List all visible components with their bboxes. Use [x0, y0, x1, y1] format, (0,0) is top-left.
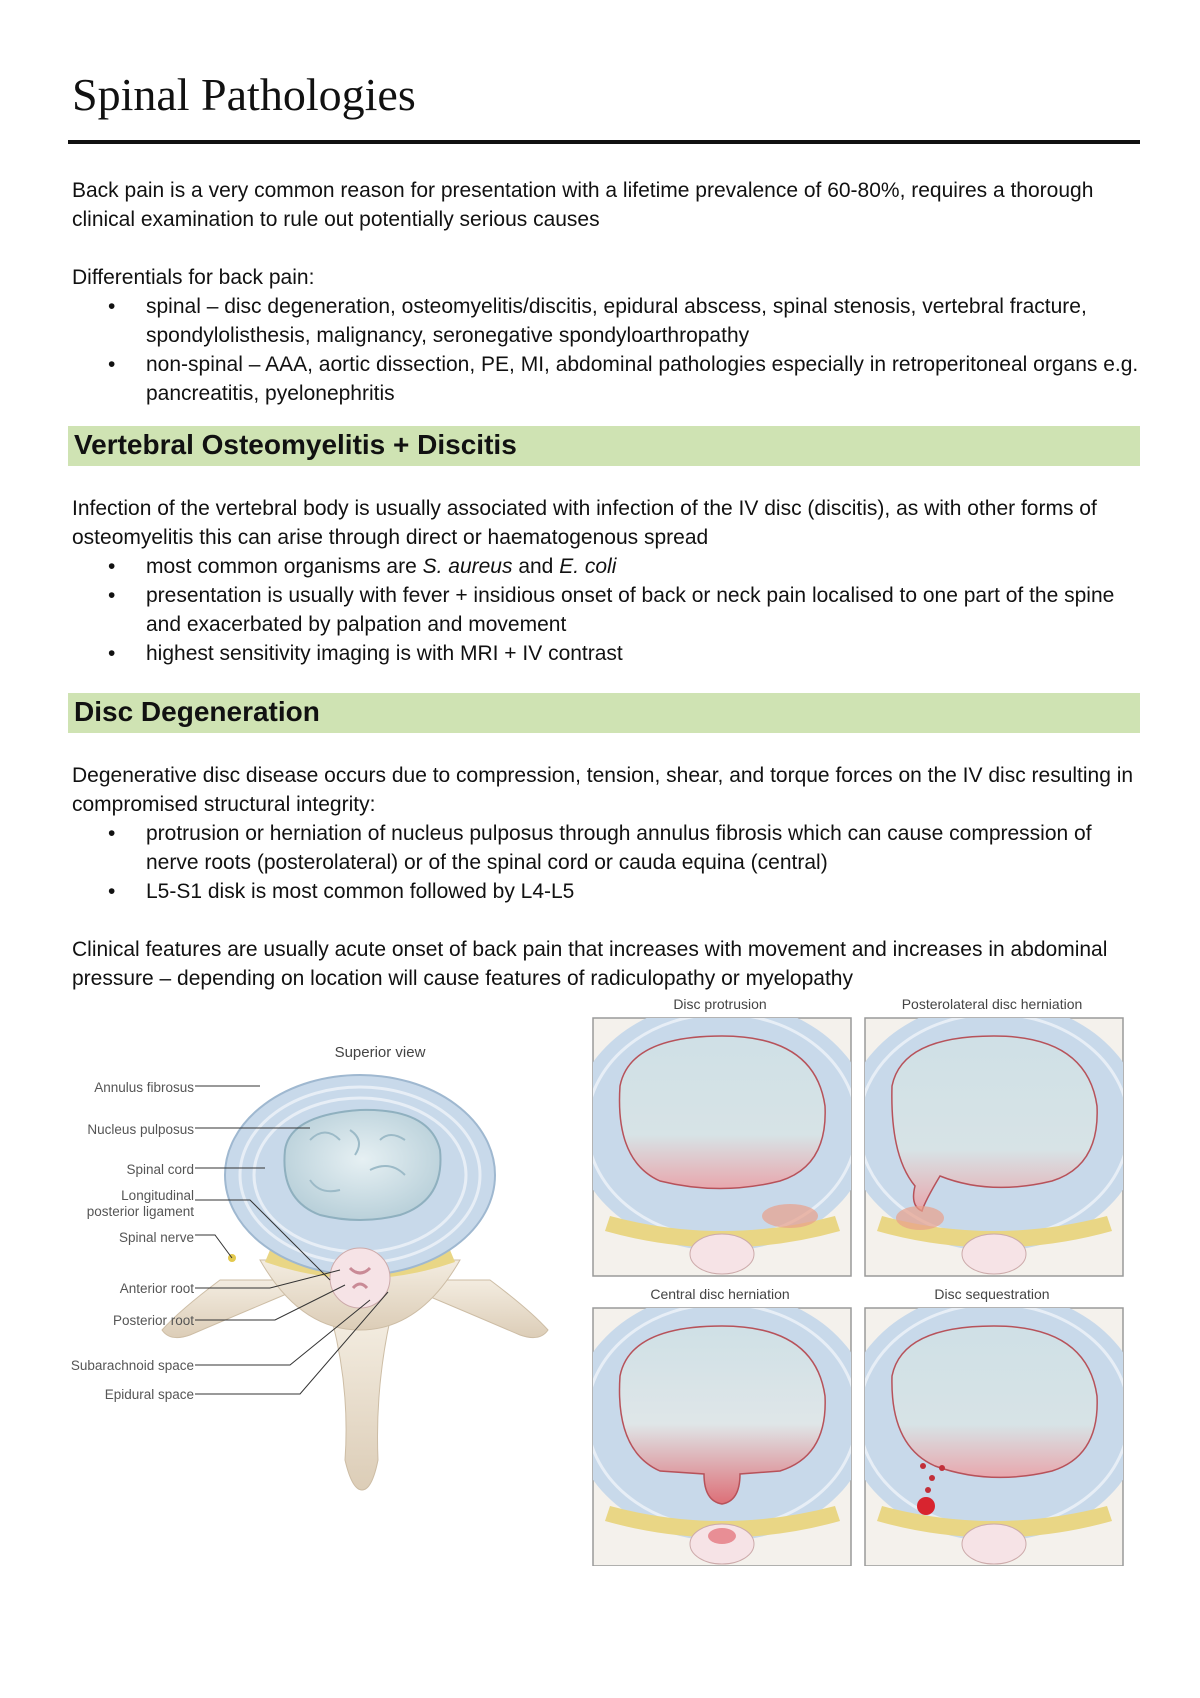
panel-title-central: Central disc herniation	[650, 1286, 790, 1302]
organism-name: S. aureus	[422, 555, 513, 578]
organism-name: E. coli	[559, 555, 617, 578]
label-nucleus-pulposus: Nucleus pulposus	[87, 1122, 194, 1137]
panel-posterolateral	[844, 1001, 1140, 1276]
osteomyelitis-list	[72, 552, 1140, 668]
panel-title-posterolateral: Posterolateral disc herniation	[901, 996, 1083, 1012]
osteomyelitis-block	[72, 494, 1140, 668]
label-epidural-space: Epidural space	[104, 1387, 194, 1402]
panel-protrusion	[590, 1001, 872, 1276]
panel-central	[590, 1291, 872, 1566]
organisms-text: most common organisms are	[146, 555, 423, 578]
list-item: • presentation is usually with fever + insidious onset of back or neck pain localised to one part of the spine and exacerbated by palpation and movement	[72, 581, 1140, 639]
list-item: • protrusion or herniation of nucleus pulposus through annulus fibrosis which can cause compression of nerve roots (posterolateral) or of the spinal cord or cauda equina (central)	[72, 819, 1140, 877]
label-posterior-root: Posterior root	[112, 1313, 194, 1328]
panel-title-protrusion: Disc protrusion	[673, 996, 767, 1012]
osteomyelitis-paragraph: Infection of the vertebral body is usually associated with infection of the IV disc (discitis), as with other forms of osteomyelitis this can arise through direct or haematogenous spread	[72, 497, 1097, 549]
label-subarachnoid-space: Subarachnoid space	[70, 1358, 194, 1373]
section-heading-text: Vertebral Osteomyelitis + Discitis	[74, 429, 517, 460]
section-heading-osteomyelitis	[68, 426, 1140, 466]
section-heading-text: Disc Degeneration	[74, 696, 320, 727]
label-annulus-fibrosus: Annulus fibrosus	[94, 1080, 194, 1095]
superior-view-figure	[70, 1030, 580, 1550]
clinical-features-paragraph: Clinical features are usually acute onset of back pain that increases with movement and increases in abdominal pressure – depending on location will cause features of radiculopathy or myelopathy	[72, 938, 1108, 990]
disc-degeneration-block	[72, 761, 1140, 993]
panel-sequestration	[844, 1291, 1140, 1566]
differentials-list	[72, 292, 1140, 408]
panel-title-sequestration: Disc sequestration	[934, 1286, 1050, 1302]
spinous-process	[332, 1320, 390, 1490]
disc-degeneration-paragraph: Degenerative disc disease occurs due to compression, tension, shear, and torque forces on the IV disc resulting in compromised structural integrity:	[72, 764, 1134, 816]
intro-block	[72, 176, 1140, 408]
label-posterior-ligament: posterior ligament	[86, 1204, 194, 1219]
list-item	[72, 552, 1140, 581]
nucleus-pulposus	[284, 1110, 440, 1220]
organisms-joiner: and	[512, 555, 560, 578]
superior-view-title: Superior view	[334, 1044, 426, 1061]
list-item: • non-spinal – AAA, aortic dissection, PE, MI, abdominal pathologies especially in retroperitoneal organs e.g. pancreatitis, pyelonephritis	[72, 350, 1140, 408]
label-anterior-root: Anterior root	[119, 1281, 194, 1296]
list-item: • highest sensitivity imaging is with MRI + IV contrast	[72, 639, 1140, 668]
list-item: • L5-S1 disk is most common followed by L4-L5	[72, 877, 1140, 906]
label-spinal-cord: Spinal cord	[126, 1162, 194, 1177]
disc-degeneration-list	[72, 819, 1140, 906]
spinal-canal	[330, 1248, 390, 1308]
label-longitudinal: Longitudinal	[121, 1188, 194, 1203]
intro-paragraph: Back pain is a very common reason for presentation with a lifetime prevalence of 60-80%, requires a thorough clinical examination to rule out potentially serious causes	[72, 179, 1094, 231]
page-title: Spinal Pathologies	[72, 69, 416, 120]
differentials-heading: Differentials for back pain:	[72, 266, 315, 289]
label-spinal-nerve: Spinal nerve	[118, 1230, 194, 1245]
title-rule	[68, 140, 1140, 144]
section-heading-disc-degeneration	[68, 693, 1140, 733]
herniation-diagrams	[590, 996, 1140, 1566]
herniation-panels	[590, 996, 1140, 1566]
list-item: • spinal – disc degeneration, osteomyelitis/discitis, epidural abscess, spinal stenosis, vertebral fracture, spondylolisthesis, malignancy, seronegative spondyloarthropathy	[72, 292, 1140, 350]
